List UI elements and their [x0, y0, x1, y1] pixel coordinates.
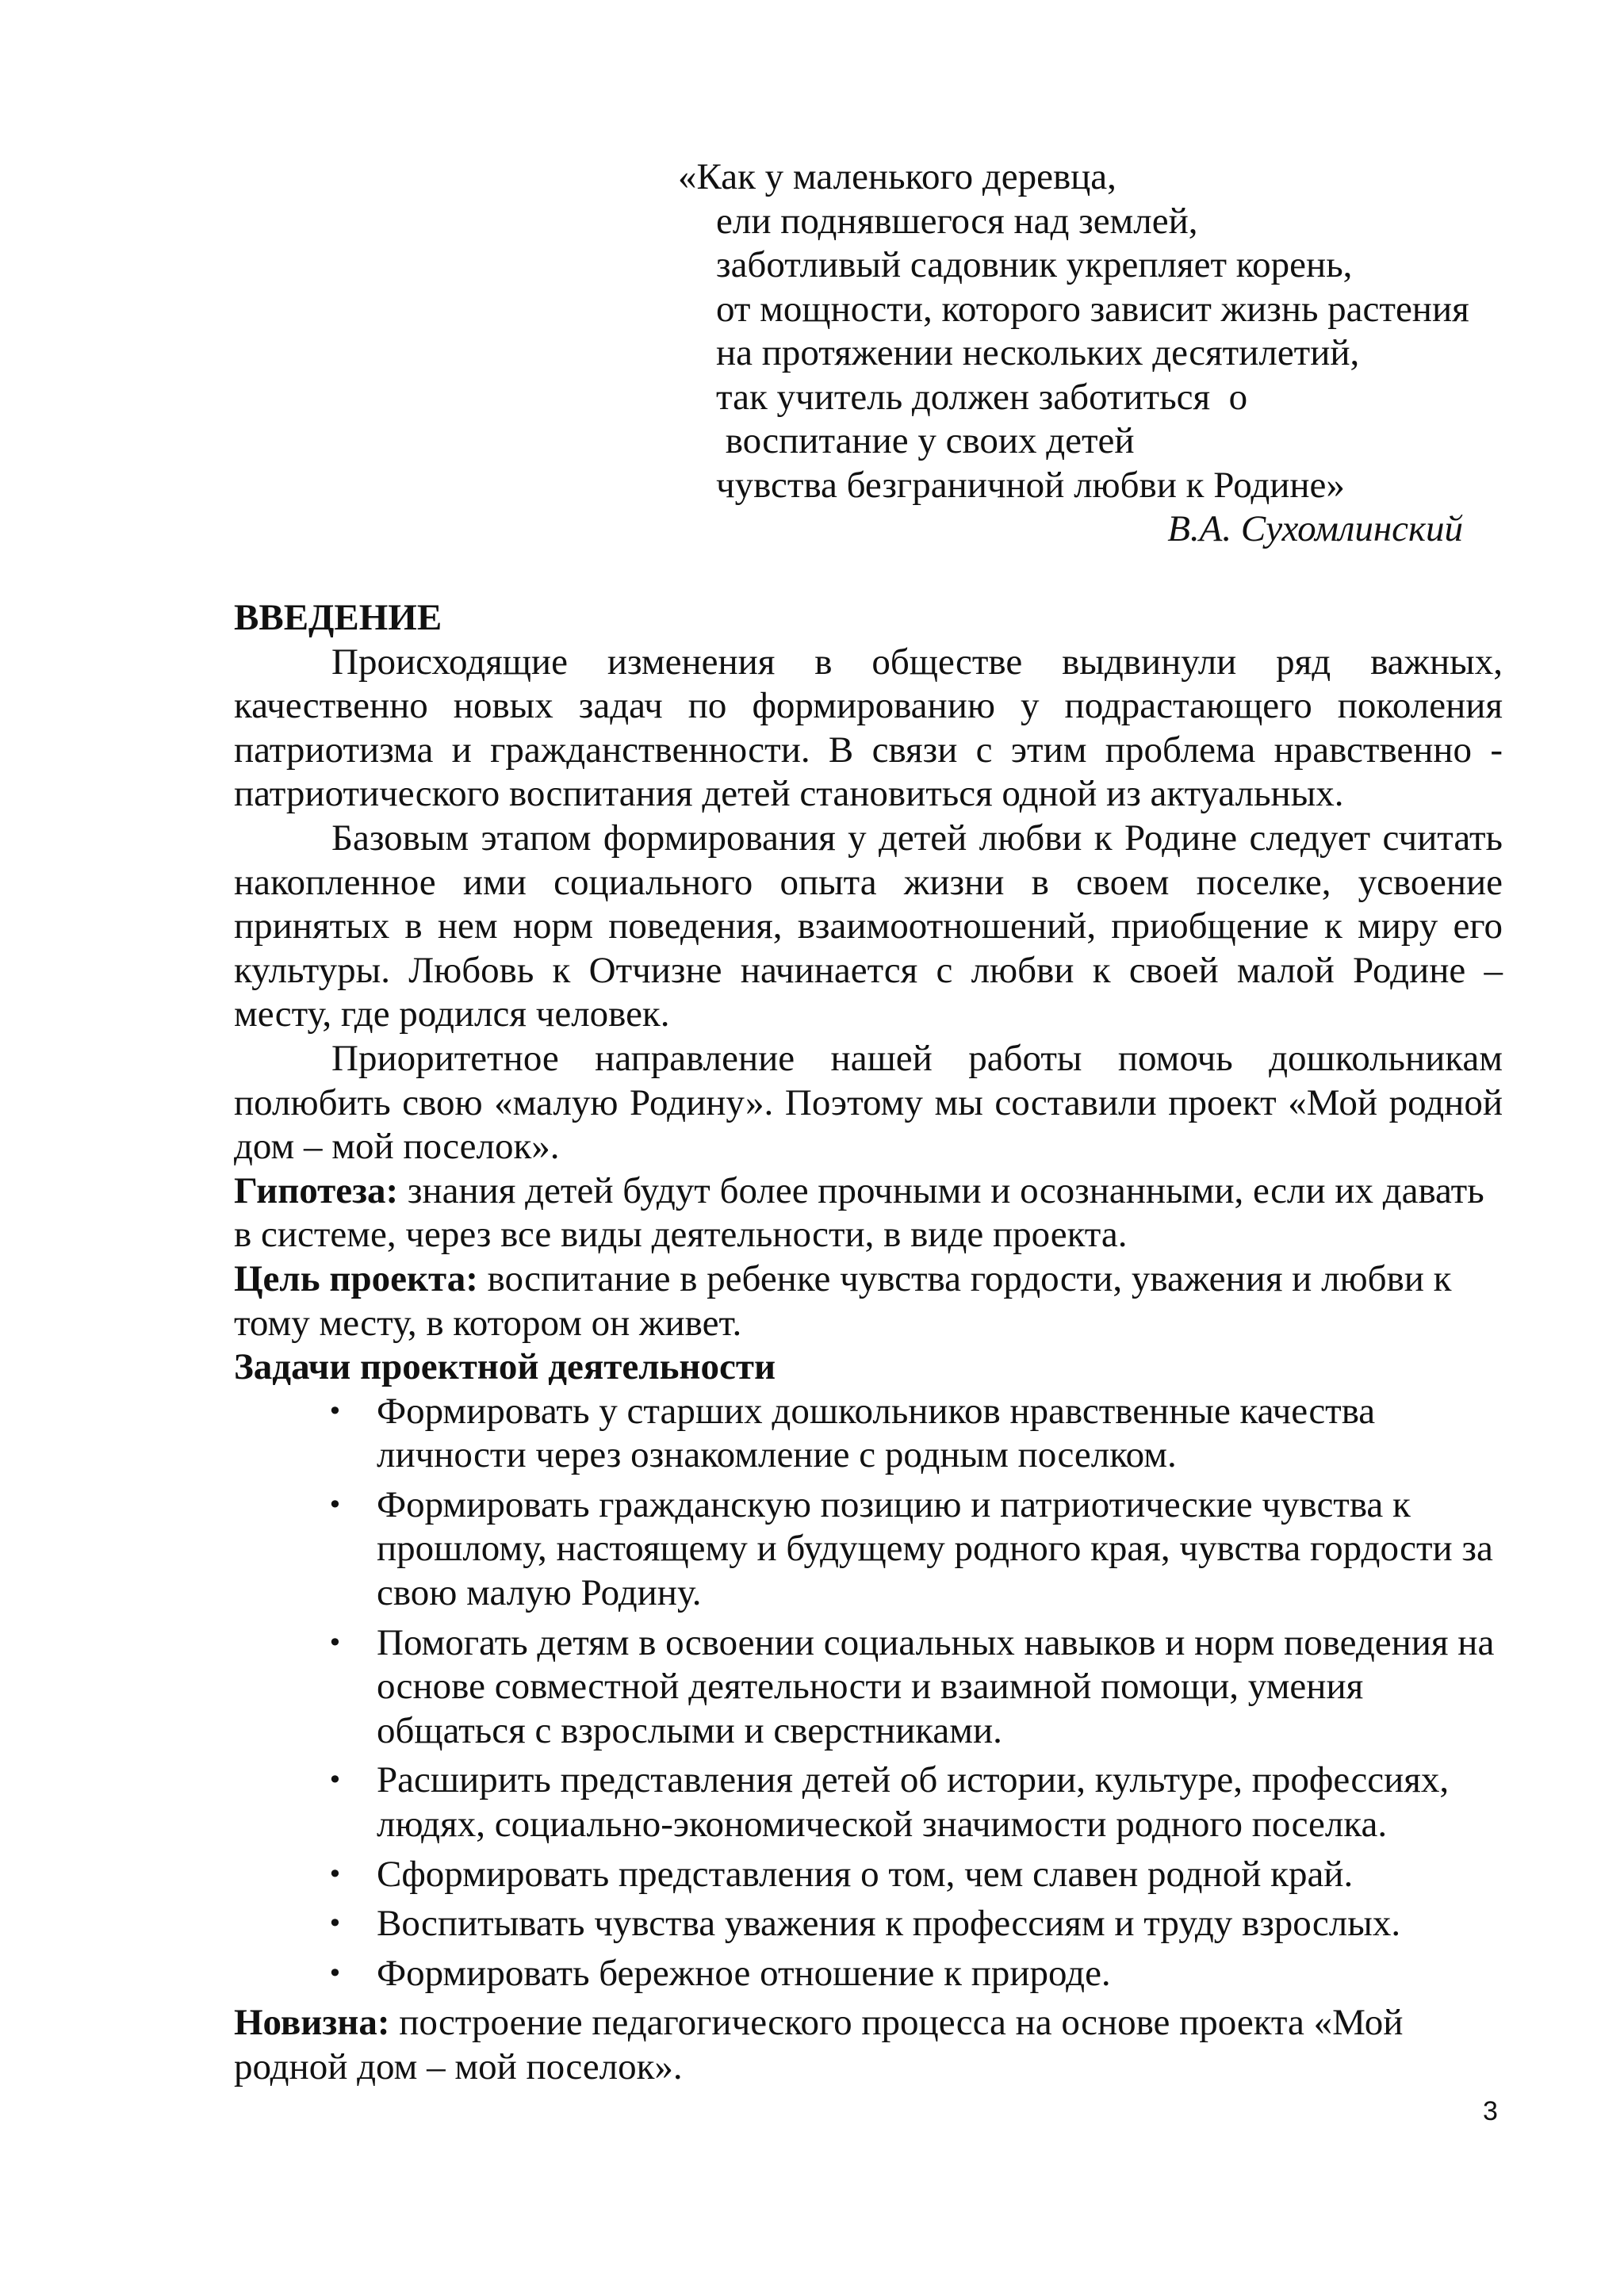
list-item [327, 1853, 1503, 1897]
tasks-heading: Задачи проектной деятельности [234, 1346, 776, 1388]
novelty-label: Новизна: [234, 2002, 390, 2044]
epigraph-line: заботливый садовник укрепляет корень, [716, 244, 1353, 285]
list-item [327, 1390, 1503, 1478]
list-item-text: Воспитывать чувства уважения к профессиям и труду взрослых. [377, 1903, 1401, 1945]
bullet-icon: • [327, 1957, 343, 1988]
bullet-icon: • [327, 1908, 343, 1939]
goal-paragraph [234, 1257, 1503, 1345]
list-item [327, 1952, 1503, 1996]
intro-paragraph: Происходящие изменения в обществе выдвинули ряд важных, качественно новых задач по формированию у подрастающего поколения патриотизма и гражданственности. В связи с этим проблема нравственно - патриотического воспитания детей становиться одной из актуальных. [234, 641, 1503, 815]
epigraph-line: на протяжении нескольких десятилетий, [716, 332, 1360, 373]
epigraph [678, 155, 1519, 552]
intro-paragraph: Базовым этапом формирования у детей любви к Родине следует считать накопленное ими социального опыта жизни в своем поселке, усвоение принятых в нем норм поведения, взаимоотношений, приобщение к миру его культуры. Любовь к Отчизне начинается с любви к своей малой Родине – месту, где родился человек. [234, 817, 1503, 1035]
list-item-text: Формировать у старших дошкольников нравственные качества личности через ознакомление с родным поселком. [377, 1390, 1376, 1476]
epigraph-line: так учитель должен заботиться о [716, 376, 1248, 418]
list-item-text: Формировать бережное отношение к природе. [377, 1952, 1111, 1994]
hypothesis-paragraph [234, 1169, 1503, 1257]
bullet-icon: • [327, 1858, 343, 1889]
epigraph-author: В.А. Сухомлинский [1167, 508, 1463, 549]
goal-label: Цель проекта: [234, 1257, 478, 1299]
epigraph-line: ели поднявшегося над землей, [716, 200, 1198, 242]
page-number: 3 [1483, 2096, 1498, 2126]
list-item [327, 1483, 1503, 1616]
list-item-text: Сформировать представления о том, чем славен родной край. [377, 1853, 1354, 1895]
hypothesis-text: знания детей будут более прочными и осознанными, если их давать в системе, через все виды деятельности, в виде проекта. [234, 1169, 1484, 1256]
main-text [234, 596, 1503, 2090]
tasks-list [234, 1390, 1503, 1996]
list-item-text: Расширить представления детей об истории, культуре, профессиях, людях, социально-экономической значимости родного поселка. [377, 1759, 1450, 1846]
epigraph-line: чувства безграничной любви к Родине» [716, 464, 1345, 506]
list-item [327, 1621, 1503, 1754]
goal-text: воспитание в ребенке чувства гордости, уважения и любви к тому месту, в котором он живет. [234, 1257, 1452, 1344]
bullet-icon: • [327, 1627, 343, 1658]
epigraph-line: воспитание у своих детей [716, 420, 1135, 461]
epigraph-line: «Как у маленького деревца, [678, 156, 1116, 197]
bullet-icon: • [327, 1489, 343, 1520]
list-item [327, 1758, 1503, 1846]
list-item [327, 1902, 1503, 1946]
list-item-text: Помогать детям в освоении социальных навыков и норм поведения на основе совместной деятельности и взаимной помощи, умения общаться с взрослыми и сверстниками. [377, 1621, 1495, 1751]
hypothesis-label: Гипотеза: [234, 1169, 399, 1211]
novelty-paragraph [234, 2001, 1503, 2089]
novelty-text: построение педагогического процесса на основе проекта «Мой родной дом – мой поселок». [234, 2002, 1404, 2087]
section-heading: ВВЕДЕНИЕ [234, 597, 442, 638]
bullet-icon: • [327, 1395, 343, 1426]
bullet-icon: • [327, 1765, 343, 1796]
epigraph-line: от мощности, которого зависит жизнь растения [716, 288, 1469, 330]
intro-paragraph: Приоритетное направление нашей работы помочь дошкольникам полюбить свою «малую Родину». Поэтому мы составили проект «Мой родной дом – мой поселок». [234, 1037, 1503, 1168]
list-item-text: Формировать гражданскую позицию и патриотические чувства к прошлому, настоящему и будущему родного края, чувства гордости за свою малую Родину. [377, 1483, 1493, 1614]
